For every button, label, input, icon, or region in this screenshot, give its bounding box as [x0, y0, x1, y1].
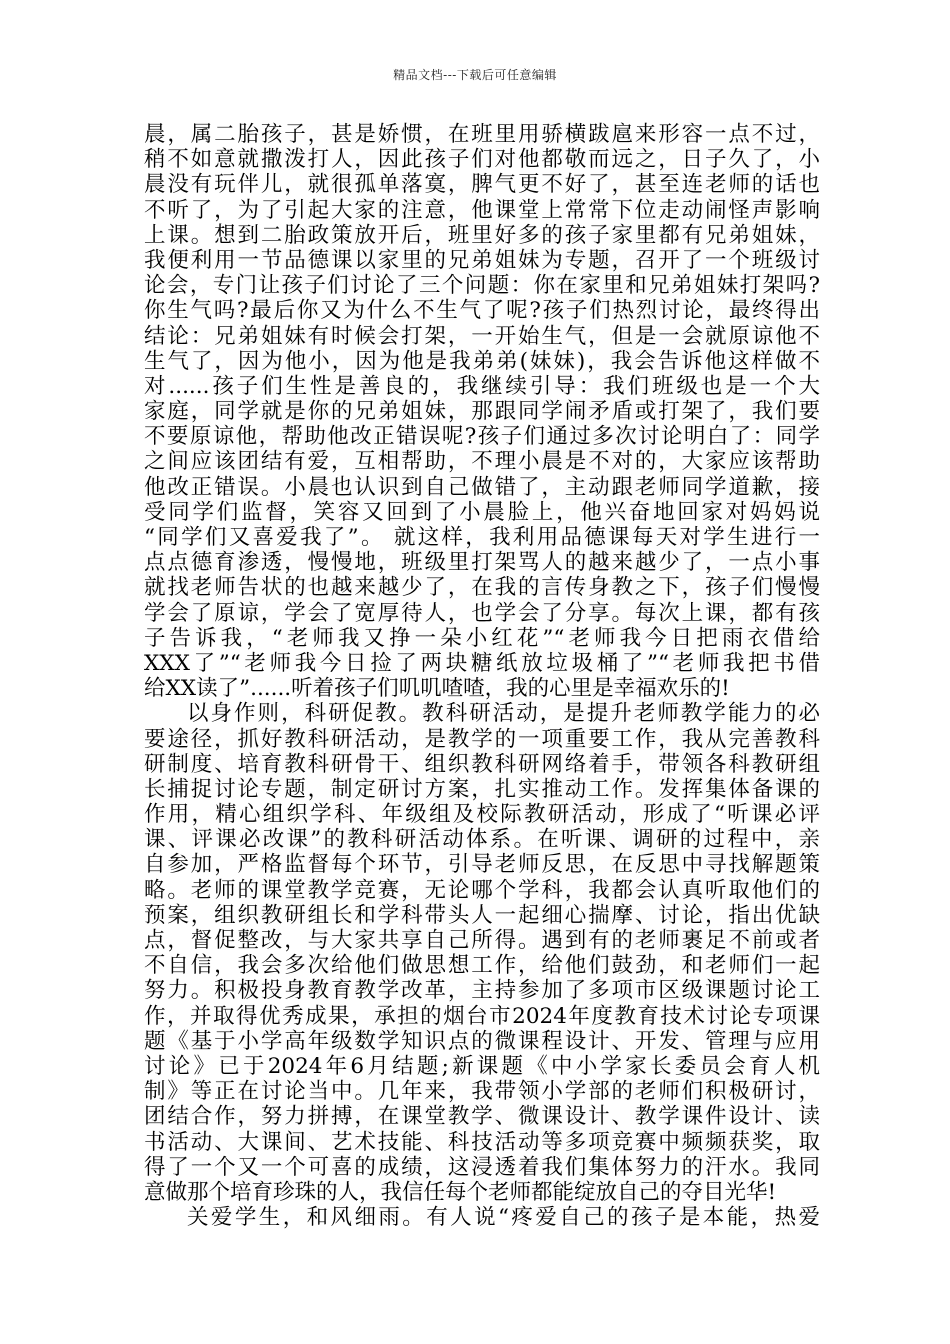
- text-line: 预案，组织教研组长和学科带头人一起细心揣摩、讨论，指出优缺: [144, 902, 820, 928]
- text-line: 家庭，同学就是你的兄弟姐妹，那跟同学闹矛盾或打架了，我们要: [144, 399, 820, 425]
- text-line: 研制度、培育教科研骨干、组织教科研网络着手，带领各科教研组: [144, 751, 820, 777]
- text-line: 课、评课必改课”的教科研活动体系。在听课、调研的过程中，亲: [144, 827, 820, 853]
- paragraph-end-line: 意做那个培育珍珠的人，我信任每个老师都能绽放自己的夺目光华!: [144, 1179, 777, 1205]
- text-line: 受同学们监督，笑容又回到了小晨脸上，他兴奋地回家对妈妈说: [144, 499, 820, 525]
- text-line: 不听了，为了引起大家的注意，他课堂上常常下位走动闹怪声影响: [144, 197, 820, 223]
- text-line: 要途径，抓好教科研活动，是教学的一项重要工作，我从完善教科: [144, 726, 820, 752]
- text-line: 点点德育渗透，慢慢地，班级里打架骂人的越来越少了，一点小事: [144, 550, 820, 576]
- paragraph-start-line: 关爱学生，和风细雨。有人说“疼爱自己的孩子是本能，热爱: [187, 1205, 820, 1231]
- text-line: 讨论》已于2024年6月结题;新课题《中小学家长委员会育人机: [144, 1053, 820, 1079]
- text-line: 不自信，我会多次给他们做思想工作，给他们鼓劲，和老师们一起: [144, 953, 820, 979]
- text-line: 点，督促整改，与大家共享自己所得。遇到有的老师裹足不前或者: [144, 928, 820, 953]
- page-header: 精品文档---下载后可任意编辑: [393, 68, 557, 82]
- text-line: 书活动、大课间、艺术技能、科技活动等多项竞赛中频频获奖，取: [144, 1129, 820, 1155]
- text-line: 得了一个又一个可喜的成绩，这浸透着我们集体努力的汗水。我同: [144, 1154, 820, 1180]
- text-line: 团结合作，努力拼搏，在课堂教学、微课设计、教学课件设计、读: [144, 1104, 820, 1130]
- text-line: 结论：兄弟姐妹有时候会打架，一开始生气，但是一会就原谅他不: [144, 323, 820, 349]
- text-line: 长捕捉讨论专题，制定研讨方案，扎实推动工作。发挥集体备课的: [144, 776, 820, 802]
- text-line: 自参加，严格监督每个环节，引导老师反思，在反思中寻找解题策: [144, 852, 820, 878]
- text-line: 作，并取得优秀成果，承担的烟台市2024年度教育技术讨论专项课: [144, 1003, 820, 1029]
- text-line: 子告诉我，“老师我又挣一朵小红花”“老师我今日把雨衣借给: [144, 625, 820, 651]
- text-line: 论会，专门让孩子们讨论了三个问题：你在家里和兄弟姐妹打架吗?: [144, 273, 820, 299]
- text-line: 稍不如意就撒泼打人，因此孩子们对他都敬而远之，日子久了，小: [144, 147, 820, 173]
- text-line: 制》等正在讨论当中。几年来，我带领小学部的老师们积极研讨，: [144, 1079, 820, 1105]
- text-line: 略。老师的课堂教学竞赛，无论哪个学科，我都会认真听取他们的: [144, 877, 820, 903]
- text-line: 上课。想到二胎政策放开后，班里好多的孩子家里都有兄弟姐妹，: [144, 222, 820, 248]
- text-line: 题《基于小学高年级数学知识点的微课程设计、开发、管理与应用: [144, 1028, 820, 1054]
- document-body: [144, 122, 820, 1230]
- text-line: 学会了原谅，学会了宽厚待人，也学会了分享。每次上课，都有孩: [144, 600, 820, 626]
- text-line: 对......孩子们生性是善良的，我继续引导：我们班级也是一个大: [144, 373, 820, 399]
- text-line: 生气了，因为他小，因为他是我弟弟(妹妹)，我会告诉他这样做不: [144, 348, 820, 374]
- text-line: XXX了”“老师我今日捡了两块糖纸放垃圾桶了”“老师我把书借: [144, 650, 820, 676]
- text-line: 我便利用一节品德课以家里的兄弟姐妹为专题，召开了一个班级讨: [144, 247, 820, 273]
- text-line: “同学们又喜爱我了”。 就这样，我利用品德课每天对学生进行一: [144, 525, 820, 550]
- text-line: 晨，属二胎孩子，甚是娇惯，在班里用骄横跋扈来形容一点不过，: [144, 122, 820, 147]
- text-line: 晨没有玩伴儿，就很孤单落寞，脾气更不好了，甚至连老师的话也: [144, 172, 820, 198]
- text-line: 不要原谅他，帮助他改正错误呢?孩子们通过多次讨论明白了：同学: [144, 424, 820, 450]
- text-line: 就找老师告状的也越来越少了，在我的言传身教之下，孩子们慢慢: [144, 575, 820, 601]
- text-line: 你生气吗?最后你又为什么不生气了呢?孩子们热烈讨论，最终得出: [144, 298, 820, 324]
- text-line: 他改正错误。小晨也认识到自己做错了，主动跟老师同学道歉，接: [144, 474, 820, 500]
- text-line: 作用，精心组织学科、年级组及校际教研活动，形成了“听课必评: [144, 802, 820, 828]
- paragraph-end-line: 给XX读了”......听着孩子们叽叽喳喳，我的心里是幸福欢乐的!: [144, 676, 730, 702]
- paragraph-start-line: 以身作则，科研促教。教科研活动，是提升老师教学能力的必: [187, 701, 820, 727]
- text-line: 之间应该团结有爱，互相帮助，不理小晨是不对的，大家应该帮助: [144, 449, 820, 475]
- text-line: 努力。积极投身教育教学改革，主持参加了多项市区级课题讨论工: [144, 978, 820, 1004]
